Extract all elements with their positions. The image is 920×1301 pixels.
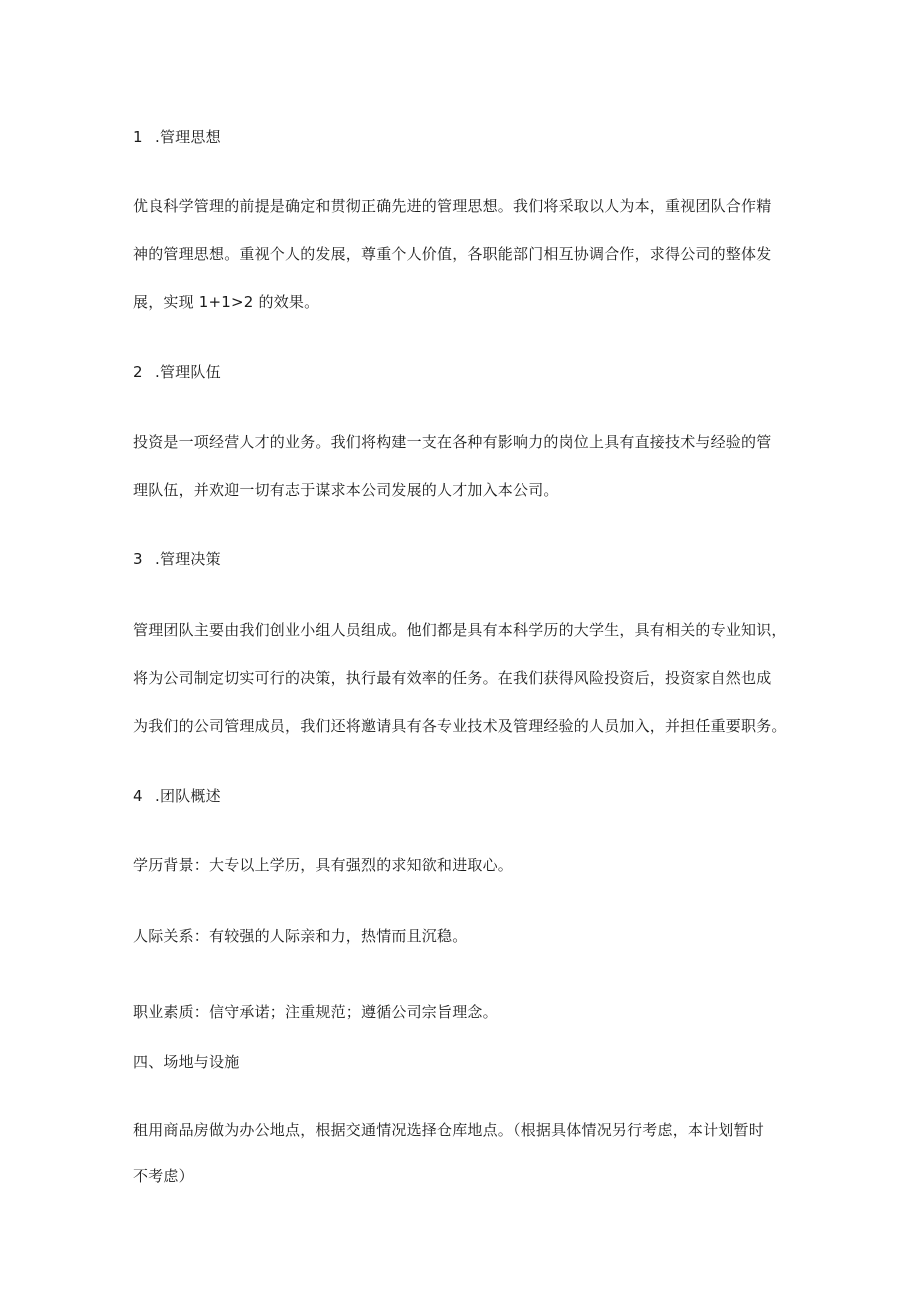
paragraph-line: 不考虑）: [133, 1167, 194, 1185]
section-heading: [133, 362, 221, 382]
section-title: .管理决策: [155, 550, 221, 568]
list-item: 职业素质：信守承诺；注重规范；遵循公司宗旨理念。: [133, 1003, 498, 1021]
paragraph-line: 理队伍，并欢迎一切有志于谋求本公司发展的人才加入本公司。: [133, 481, 559, 499]
section-title: .管理思想: [155, 128, 221, 146]
paragraph-line: 神的管理思想。重视个人的发展，尊重个人价值，各职能部门相互协调合作，求得公司的整体发: [133, 245, 772, 263]
chapter-title: 四、场地与设施: [133, 1053, 240, 1071]
section-number: 4: [133, 787, 143, 805]
paragraph-line: 管理团队主要由我们创业小组人员组成。他们都是具有本科学历的大学生，具有相关的专业知识，: [133, 621, 787, 639]
paragraph-line: 优良科学管理的前提是确定和贯彻正确先进的管理思想。我们将采取以人为本，重视团队合作精: [133, 197, 772, 215]
section-heading: [133, 549, 221, 569]
section-title: .管理队伍: [155, 363, 221, 381]
section-number: 2: [133, 363, 143, 381]
paragraph-line: 租用商品房做为办公地点，根据交通情况选择仓库地点。（根据具体情况另行考虑，本计划暂时: [133, 1121, 764, 1139]
section-heading: [133, 786, 221, 806]
section-heading: [133, 127, 221, 147]
section-number: 3: [133, 550, 143, 568]
paragraph-line: 展，实现 1+1>2 的效果。: [133, 293, 320, 311]
list-item: 人际关系：有较强的人际亲和力，热情而且沉稳。: [133, 927, 468, 945]
paragraph-line: 为我们的公司管理成员，我们还将邀请具有各专业技术及管理经验的人员加入，并担任重要职务。: [133, 717, 787, 735]
list-item: 学历背景：大专以上学历，具有强烈的求知欲和进取心。: [133, 856, 514, 874]
section-number: 1: [133, 128, 143, 146]
paragraph-line: 投资是一项经营人才的业务。我们将构建一支在各种有影响力的岗位上具有直接技术与经验的管: [133, 433, 772, 451]
paragraph-line: 将为公司制定切实可行的决策，执行最有效率的任务。在我们获得风险投资后，投资家自然也成: [133, 669, 772, 687]
section-title: .团队概述: [155, 787, 221, 805]
